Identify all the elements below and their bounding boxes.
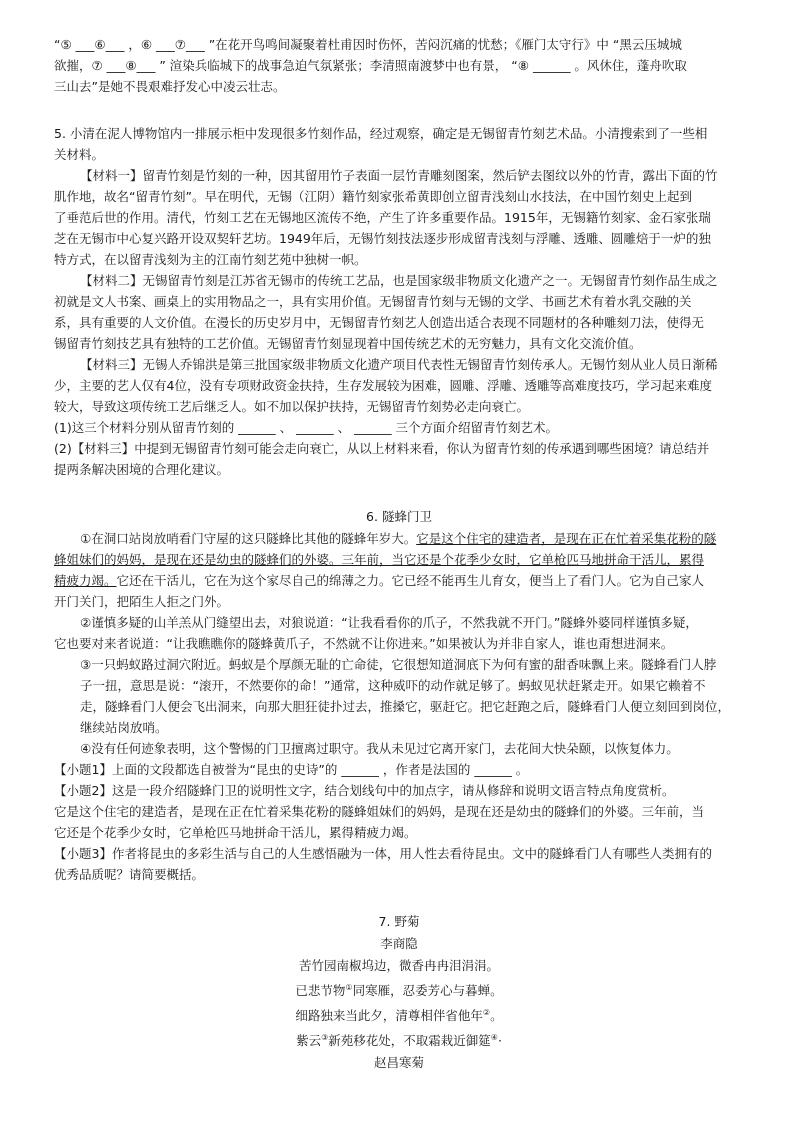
- underlined-sentence: 精疲力竭。: [54, 573, 117, 588]
- q4-line-2: 欲摧，⑦ ___⑧___ ” 渲染兵临城下的战事急迫气氛紧张；李清照南渡梦中也有景， “⑧ ______ 。风休住，蓬舟吹取: [54, 58, 687, 73]
- document-page: [54, 34, 744, 1074]
- q6-para-4-line-1: ④没有任何迹象表明，这个警惕的门卫擅离过职守。我从未见过它离开家门，去花间大快朵颐，以恢复体力。: [80, 741, 679, 756]
- material-1-line-4: 芝在无锡市中心复兴路开设双契轩艺坊。1949年后，无锡竹刻技法逐步形成留青浅刻与浮雕、透雕、圆雕焙于一炉的独: [54, 231, 711, 246]
- q4-tail: [54, 34, 744, 97]
- q6-para-1-line-3: [54, 570, 744, 591]
- q7-title: 7. 野菊: [378, 914, 420, 929]
- q5-subquestion-2-line-2: 提两条解决困境的合理化建议。: [54, 462, 230, 477]
- q6-para-1-line-4: 开门关门，把陌生人拒之门外。: [54, 594, 230, 609]
- material-2-line-3: 系，具有重要的人文价值。在漫长的历史岁月中，无锡留青竹刻艺人创造出适合表现不同题材的各种雕刻刀法，使得无: [54, 315, 705, 330]
- poem-line-3: [54, 1002, 744, 1027]
- q5-intro-2: 关材料。: [54, 147, 105, 162]
- q6-text: 它还在干活儿，它在为这个家尽自己的绵薄之力。它已经不能再生儿育女，便当上了看门人。它为自己家人: [116, 573, 705, 588]
- next-poem-title: 赵昌寒菊: [373, 1055, 424, 1071]
- footnote-marker: ②: [482, 1008, 491, 1018]
- q6-para-3-line-2: 子一扭，意思是说：“滚开，不然要你的命！”通常，这种威吓的动作就足够了。蚂蚁见状赶紧走开。如果它赖着不: [80, 678, 706, 693]
- q6-text: ①在洞口站岗放哨看门守屋的这只隧蜂比其他的隧蜂年岁大。: [80, 531, 417, 546]
- poem-line-4: [54, 1027, 744, 1052]
- q6-para-1-line-1: [54, 528, 744, 549]
- footnote-marker: ③: [321, 1033, 329, 1043]
- underlined-sentence: 它是这个住宅的建造者，是现在正在忙着采集花粉的隧: [416, 531, 717, 546]
- material-2-line-2: 初就是文人书案、画桌上的实用物品之一，具有实用价值。无锡留青竹刻与无锡的文学、书画艺术有着水乳交融的关: [54, 294, 692, 309]
- poem-text: 同寒雁，忍委芳心与暮蝉。: [352, 983, 503, 999]
- poem-line-2: [54, 977, 744, 1002]
- q6-subquestion-3-line-2: 优秀品质呢？请简要概括。: [54, 867, 205, 882]
- underlined-sentence: 蜂姐妹们的妈妈，是现在还是幼虫的隧蜂们的外婆。: [54, 552, 342, 567]
- material-3-line-2: 少，主要的艺人仅有4位，没有专项财政资金扶持，生存发展较为困难，圆雕、浮雕、透雕等高难度技巧，学习起来难度: [54, 378, 712, 393]
- q6-title: 6. 隧蜂门卫: [366, 509, 432, 524]
- material-3-line-3: 较大，导致这项传统工艺后继乏人。如不加以保护扶持，无锡留青竹刻势必走向衰亡。: [54, 399, 530, 414]
- q6-para-3-line-1: ③一只蚂蚁路过洞穴附近。蚂蚁是个厚颜无耻的亡命徒，它很想知道洞底下为何有蜜的甜香味飘上来。隧蜂看门人脖: [80, 657, 717, 672]
- material-3-line-1: 【材料三】无锡人乔锦洪是第三批国家级非物质文化遗产项目代表性无锡留青竹刻传承人。无锡竹刻从业人员日渐稀: [80, 357, 718, 372]
- material-1-line-3: 了垂范后世的作用。清代，竹刻工艺在无锡地区流传不绝，产生了许多重要作品。1915年，无锡籍竹刻家、金石家张瑞: [54, 210, 711, 225]
- material-1-line-1: 【材料一】留青竹刻是竹刻的一种，因其留用竹子表面一层竹青雕刻图案，然后铲去图纹以外的竹青，露出下面的竹: [80, 168, 718, 183]
- question-5: [54, 123, 744, 480]
- q6-subquestion-3-line-1: 【小题3】作者将昆虫的多彩生活与自己的人生感悟融为一体，用人性去看待昆虫。文中的隧蜂看门人有哪些人类拥有的: [54, 846, 712, 861]
- material-1-line-2: 肌作地，故名“留青竹刻”。早在明代，无锡（江阴）籍竹刻家张希黄即创立留青浅刻山水技法，在中国竹刻史上起到: [54, 189, 692, 204]
- q5-subquestion-2-line-1: (2)【材料三】中提到无锡留青竹刻可能会走向衰亡，从以上材料来看，你认为留青竹刻的传承遇到哪些困境？请总结并: [54, 441, 710, 456]
- question-6: [54, 506, 744, 885]
- q6-para-2-line-1: ②谨慎多疑的山羊羔从门缝望出去，对狼说道：“让我看看你的爪子，不然我就不开门。”隧蜂外婆同样谨慎多疑，: [80, 615, 698, 630]
- material-2-line-4: 锡留青竹刻技艺具有独特的工艺价值。无锡留青竹刻显现着中国传统艺术的无穷魅力，具有文化交流价值。: [54, 336, 642, 351]
- q4-line-3: 三山去”是她不畏艰难抒发心中凌云壮志。: [54, 79, 286, 94]
- q6-para-2-line-2: 它也要对来者说道：“让我瞧瞧你的隧蜂黄爪子，不然就不让你进来。”如果被认为并非自家人，谁也甭想进洞来。: [54, 636, 674, 651]
- material-2-line-1: 【材料二】无锡留青竹刻是江苏省无锡市的传统工艺品，也是国家级非物质文化遗产之一。无锡留青竹刻作品生成之: [80, 273, 718, 288]
- footnote-marker: ①: [345, 983, 353, 992]
- q4-line-1: “⑤ ___⑥___ ，⑥ ___⑦___ ”在花开鸟鸣间凝聚着杜甫因时伤怀，苦闷沉痛的忧愁；《雁门太守行》中 “黑云压城城: [54, 37, 682, 52]
- footnote-marker: ④: [490, 1033, 498, 1043]
- poem-text: 已悲节物: [295, 983, 346, 999]
- poem-text: 紫云: [296, 1033, 322, 1049]
- poem-text: 新苑移花处，不取霜栽近御筵: [328, 1033, 491, 1049]
- poem-author: 李商隐: [380, 936, 418, 951]
- q6-subquestion-1: 【小题1】上面的文段都选自被誉为“昆虫的史诗”的 ______ ，作者是法国的 ______ 。: [54, 762, 529, 777]
- q6-para-1-line-2: [54, 549, 744, 570]
- q6-subquestion-2-line-1: 【小题2】这是一段介绍隧蜂门卫的说明性文字，结合划线句中的加点字，请从修辞和说明文语言特点角度赏析。: [54, 783, 675, 798]
- q6-para-3-line-4: 继续站岗放哨。: [80, 720, 168, 735]
- q6-subquestion-2-line-3: 它还是个花季少女时，它单枪匹马地拼命干活儿，累得精疲力竭。: [54, 825, 417, 840]
- poem-text: ·: [497, 1033, 502, 1049]
- material-1-line-5: 特方式，在以留青浅刻为主的江南竹刻艺苑中独树一帜。: [54, 252, 367, 267]
- question-7: [54, 911, 744, 1074]
- underlined-sentence: 三年前，当它还是个花季少女时，它单枪匹马地拼命干活儿，累得: [341, 552, 705, 567]
- poem-text: 细路独来当此夕，清尊相伴省他年: [295, 1008, 483, 1024]
- q5-subquestion-1: (1)这三个材料分别从留青竹刻的 ______ 、 ______ 、 ______ 三个方面介绍留青竹刻艺术。: [54, 420, 559, 435]
- q6-subquestion-2-line-2: 它是这个住宅的建造者，是现在正在忙着采集花粉的隧蜂姐妹们的妈妈，是现在还是幼虫的隧蜂们的外婆。三年前，当: [54, 804, 705, 819]
- q6-para-3-line-3: 走，隧蜂看门人便会飞出洞来，向那大胆狂徒扑过去，推搡它，驱赶它。把它赶跑之后，隧蜂看门人便立刻回到岗位，: [80, 699, 731, 714]
- poem-text: 。: [490, 1008, 503, 1024]
- q5-intro-1: 5. 小清在泥人博物馆内一排展示柜中发现很多竹刻作品，经过观察，确定是无锡留青竹刻艺术品。小清搜索到了一些相: [54, 126, 708, 141]
- poem-line-1: 苦竹园南椒坞边，微香冉冉泪涓涓。: [298, 958, 499, 973]
